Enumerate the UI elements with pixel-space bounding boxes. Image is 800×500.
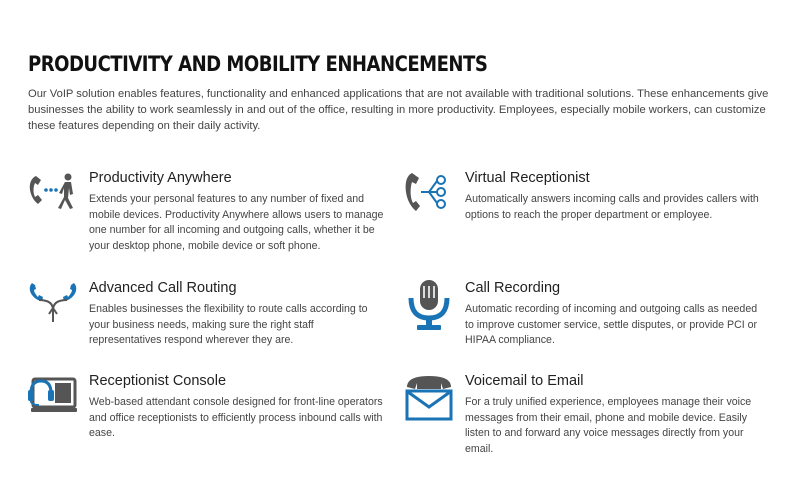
page-title: PRODUCTIVITY AND MOBILITY ENHANCEMENTS [28,52,488,76]
feature-receptionist-console [89,373,389,442]
feature-description: Extends your personal features to any number of fixed and mobile devices. Productivity Anywhere allows users to manage one number for all incoming and outgoing calls, whether it be your desktop phone, mobile device or soft phone. [89,193,384,252]
feature-title: Virtual Receptionist [465,170,590,186]
headset-monitor-icon [27,373,79,425]
phone-walking-person-icon [27,170,79,222]
feature-description: Automatically answers incoming calls and provides callers with options to reach the proper department or employee. [465,193,759,221]
call-routing-icon [27,280,79,332]
feature-title: Voicemail to Email [465,373,584,389]
feature-title: Receptionist Console [89,373,227,389]
feature-virtual-receptionist [465,170,765,223]
feature-description: Web-based attendant console designed for front-line operators and office receptionists to efficiently process inbound calls with ease. [89,396,383,439]
feature-call-recording [465,280,765,349]
feature-productivity-anywhere [89,170,389,254]
feature-advanced-call-routing [89,280,389,349]
phone-envelope-icon [403,373,455,425]
feature-title: Call Recording [465,280,561,296]
feature-title: Productivity Anywhere [89,170,232,186]
feature-title: Advanced Call Routing [89,280,237,296]
feature-description: Automatic recording of incoming and outgoing calls as needed to improve customer service, settle disputes, or provide PCI or HIPAA compliance. [465,303,758,346]
phone-branching-icon [403,170,455,222]
feature-voicemail-to-email [465,373,765,457]
feature-description: For a truly unified experience, employees manage their voice messages from their email, phone and mobile device. Easily listen to and forward any voice messages directly from your email. [465,396,752,455]
feature-description: Enables businesses the flexibility to route calls according to your business needs, making sure the right staff representatives respond wherever they are. [89,303,368,346]
microphone-icon [403,280,455,332]
intro-paragraph: Our VoIP solution enables features, functionality and enhanced applications that are not available with traditional solutions. These enhancements give businesses the ability to work seamlessly in and out of the office, resulting in more productivity. Employees, especially mobile workers, can customize these features depending on their daily activity. [28,88,769,132]
